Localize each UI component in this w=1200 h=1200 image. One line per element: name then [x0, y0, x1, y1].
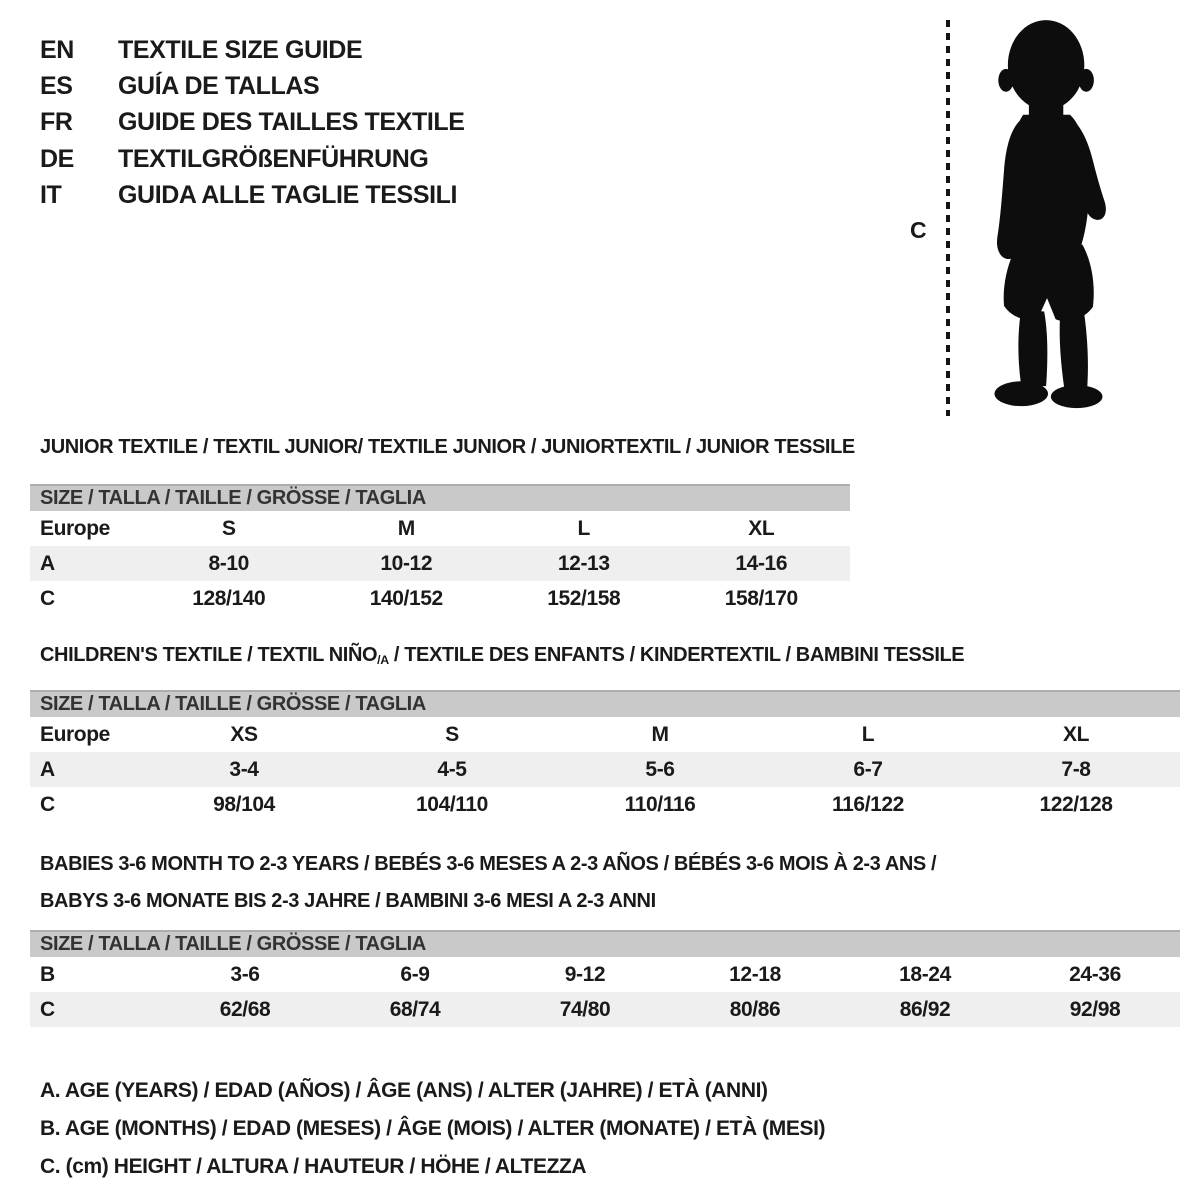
months-value: 12-18	[729, 962, 781, 986]
age-value: 10-12	[380, 551, 433, 575]
size-column-header: XL	[748, 516, 775, 540]
size-column-header: XS	[230, 722, 258, 746]
children-title-part1: CHILDREN'S TEXTILE / TEXTIL NIÑO	[40, 644, 378, 666]
language-title: GUIDE DES TAILLES TEXTILE	[118, 108, 465, 137]
age-value: 7-8	[1061, 757, 1091, 781]
language-code: EN	[40, 35, 74, 64]
children-height-row	[30, 787, 1180, 822]
babies-title-line1: BABIES 3-6 MONTH TO 2-3 YEARS / BEBÉS 3-6 MESES A 2-3 AÑOS / BÉBÉS 3-6 MOIS À 2-3 ANS /	[40, 853, 937, 875]
age-value: 5-6	[645, 757, 675, 781]
height-measure-label: C	[910, 217, 927, 243]
junior-size-table	[30, 484, 850, 616]
size-column-header: M	[397, 516, 415, 540]
age-value: 8-10	[208, 551, 249, 575]
junior-size-header-bar: SIZE / TALLA / TAILLE / GRÖSSE / TAGLIA	[30, 484, 850, 511]
junior-columns-header-row	[30, 511, 850, 546]
language-title-list	[40, 32, 465, 214]
height-value: 110/116	[624, 792, 696, 816]
language-title: TEXTILE SIZE GUIDE	[118, 35, 363, 64]
region-label: Europe	[40, 722, 110, 746]
age-value: 12-13	[557, 551, 610, 575]
language-row-de	[40, 141, 465, 177]
babies-section-title	[40, 846, 936, 920]
children-size-header-bar: SIZE / TALLA / TAILLE / GRÖSSE / TAGLIA	[30, 690, 1180, 717]
row-label: B	[40, 962, 55, 986]
height-value: 86/92	[899, 997, 951, 1021]
height-value: 122/128	[1039, 792, 1113, 816]
children-columns-header-row	[30, 717, 1180, 752]
babies-table-rows	[30, 957, 1180, 1027]
children-title-subscript: /A	[377, 653, 389, 668]
height-value: 98/104	[213, 792, 275, 816]
language-code: IT	[40, 181, 62, 210]
size-column-header: L	[861, 722, 875, 746]
months-value: 9-12	[564, 962, 606, 986]
children-table-rows	[30, 717, 1180, 822]
language-row-en	[40, 32, 465, 68]
height-value: 104/110	[416, 792, 488, 816]
legend-line-c: C. (cm) HEIGHT / ALTURA / HAUTEUR / HÖHE / ALTEZZA	[40, 1155, 587, 1178]
language-code: FR	[40, 108, 73, 137]
language-title: GUÍA DE TALLAS	[118, 72, 320, 101]
size-column-header: S	[445, 722, 459, 746]
height-value: 128/140	[192, 586, 266, 610]
toddler-silhouette-icon	[962, 14, 1134, 418]
age-value: 14-16	[735, 551, 788, 575]
junior-age-row	[30, 546, 850, 581]
height-measure-dashed-line	[946, 20, 950, 416]
row-label: A	[40, 551, 55, 575]
age-value: 3-4	[229, 757, 259, 781]
legend	[40, 1072, 825, 1186]
junior-section-title: JUNIOR TEXTILE / TEXTIL JUNIOR/ TEXTILE JUNIOR / JUNIORTEXTIL / JUNIOR TESSILE	[40, 436, 855, 458]
babies-title-line2: BABYS 3-6 MONATE BIS 2-3 JAHRE / BAMBINI 3-6 MESI A 2-3 ANNI	[40, 890, 656, 912]
children-size-table	[30, 690, 1180, 822]
children-age-row	[30, 752, 1180, 787]
months-value: 6-9	[400, 962, 430, 986]
babies-months-row	[30, 957, 1180, 992]
row-label: C	[40, 997, 55, 1021]
height-value: 158/170	[724, 586, 798, 610]
height-value: 62/68	[219, 997, 271, 1021]
months-value: 18-24	[899, 962, 951, 986]
legend-line-b: B. AGE (MONTHS) / EDAD (MESES) / ÂGE (MOIS) / ALTER (MONATE) / ETÀ (MESI)	[40, 1117, 826, 1140]
language-row-it	[40, 178, 465, 214]
age-value: 4-5	[437, 757, 467, 781]
row-label: A	[40, 757, 55, 781]
junior-height-row	[30, 581, 850, 616]
height-value: 92/98	[1069, 997, 1121, 1021]
height-value: 68/74	[389, 997, 441, 1021]
height-value: 116/122	[832, 792, 904, 816]
legend-line-a: A. AGE (YEARS) / EDAD (AÑOS) / ÂGE (ANS) / ALTER (JAHRE) / ETÀ (ANNI)	[40, 1079, 768, 1102]
language-code: DE	[40, 144, 74, 173]
size-column-header: L	[577, 516, 590, 540]
region-label: Europe	[40, 516, 110, 540]
age-value: 6-7	[853, 757, 883, 781]
children-title-part2: / TEXTILE DES ENFANTS / KINDERTEXTIL / BAMBINI TESSILE	[388, 644, 965, 666]
language-code: ES	[40, 72, 73, 101]
height-value: 74/80	[559, 997, 611, 1021]
babies-size-header-bar: SIZE / TALLA / TAILLE / GRÖSSE / TAGLIA	[30, 930, 1180, 957]
row-label: C	[40, 586, 55, 610]
children-section-title	[40, 644, 964, 667]
months-value: 3-6	[230, 962, 260, 986]
junior-table-rows	[30, 511, 850, 616]
height-value: 152/158	[547, 586, 621, 610]
months-value: 24-36	[1069, 962, 1121, 986]
language-row-fr	[40, 105, 465, 141]
language-title: GUIDA ALLE TAGLIE TESSILI	[118, 181, 458, 210]
size-column-header: XL	[1062, 722, 1090, 746]
size-column-header: S	[221, 516, 236, 540]
row-label: C	[40, 792, 55, 816]
size-column-header: M	[651, 722, 669, 746]
height-value: 140/152	[369, 586, 443, 610]
language-row-es	[40, 68, 465, 104]
babies-height-row	[30, 992, 1180, 1027]
babies-size-table	[30, 930, 1180, 1027]
height-value: 80/86	[729, 997, 781, 1021]
language-title: TEXTILGRÖßENFÜHRUNG	[118, 144, 429, 173]
